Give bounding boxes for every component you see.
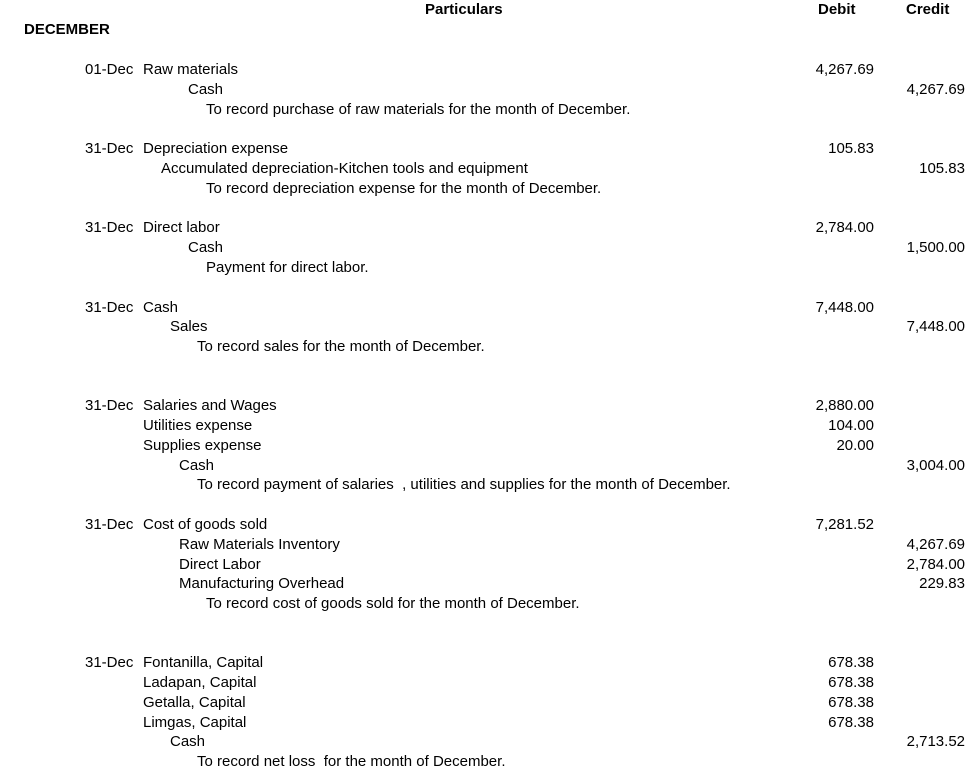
debit-amount: 7,448.00	[815, 299, 874, 316]
debit-account: Getalla, Capital	[143, 694, 246, 711]
entry-memo: To record payment of salaries , utilities and supplies for the month of December.	[197, 476, 731, 493]
credit-amount: 229.83	[919, 575, 965, 592]
entry-memo: To record depreciation expense for the month of December.	[206, 180, 602, 197]
debit-account: Supplies expense	[143, 437, 262, 454]
credit-account: Cash	[188, 81, 224, 98]
month-heading: DECEMBER	[24, 21, 110, 38]
debit-amount: 678.38	[828, 714, 874, 731]
debit-amount: 104.00	[828, 417, 874, 434]
debit-amount: 678.38	[828, 694, 874, 711]
debit-header: Debit	[818, 1, 856, 18]
particulars-header: Particulars	[425, 1, 503, 18]
debit-account: Limgas, Capital	[143, 714, 247, 731]
entry-date: 31-Dec	[85, 654, 134, 671]
credit-amount: 4,267.69	[906, 536, 965, 553]
credit-amount: 2,784.00	[906, 556, 965, 573]
credit-account: Sales	[170, 318, 208, 335]
credit-account: Manufacturing Overhead	[179, 575, 345, 592]
debit-account: Ladapan, Capital	[143, 674, 257, 691]
entry-memo: To record purchase of raw materials for the month of December.	[206, 101, 631, 118]
entry-memo: To record cost of goods sold for the month of December.	[206, 595, 580, 612]
debit-account: Utilities expense	[143, 417, 253, 434]
credit-amount: 1,500.00	[906, 239, 965, 256]
credit-amount: 105.83	[919, 160, 965, 177]
credit-account: Raw Materials Inventory	[179, 536, 340, 553]
entry-date: 31-Dec	[85, 397, 134, 414]
entry-date: 31-Dec	[85, 299, 134, 316]
entry-date: 31-Dec	[85, 219, 134, 236]
credit-account: Cash	[179, 457, 215, 474]
credit-account: Accumulated depreciation-Kitchen tools and equipment	[161, 160, 528, 177]
debit-account: Cost of goods sold	[143, 516, 268, 533]
debit-amount: 7,281.52	[815, 516, 874, 533]
debit-account: Raw materials	[143, 61, 239, 78]
entry-date: 31-Dec	[85, 140, 134, 157]
credit-amount: 4,267.69	[906, 81, 965, 98]
entry-memo: To record net loss for the month of December.	[197, 753, 506, 770]
debit-amount: 105.83	[828, 140, 874, 157]
credit-amount: 2,713.52	[906, 733, 965, 750]
debit-amount: 678.38	[828, 674, 874, 691]
debit-amount: 20.00	[836, 437, 874, 454]
entry-memo: Payment for direct labor.	[206, 259, 369, 276]
debit-amount: 2,784.00	[815, 219, 874, 236]
debit-account: Depreciation expense	[143, 140, 289, 157]
credit-account: Cash	[188, 239, 224, 256]
debit-account: Direct labor	[143, 219, 220, 236]
credit-amount: 7,448.00	[906, 318, 965, 335]
credit-account: Direct Labor	[179, 556, 261, 573]
debit-amount: 678.38	[828, 654, 874, 671]
debit-account: Fontanilla, Capital	[143, 654, 264, 671]
credit-amount: 3,004.00	[906, 457, 965, 474]
entry-date: 01-Dec	[85, 61, 134, 78]
credit-header: Credit	[906, 1, 950, 18]
debit-account: Cash	[143, 299, 179, 316]
entry-date: 31-Dec	[85, 516, 134, 533]
debit-amount: 4,267.69	[815, 61, 874, 78]
debit-amount: 2,880.00	[815, 397, 874, 414]
debit-account: Salaries and Wages	[143, 397, 277, 414]
entry-memo: To record sales for the month of December.	[197, 338, 485, 355]
credit-account: Cash	[170, 733, 206, 750]
